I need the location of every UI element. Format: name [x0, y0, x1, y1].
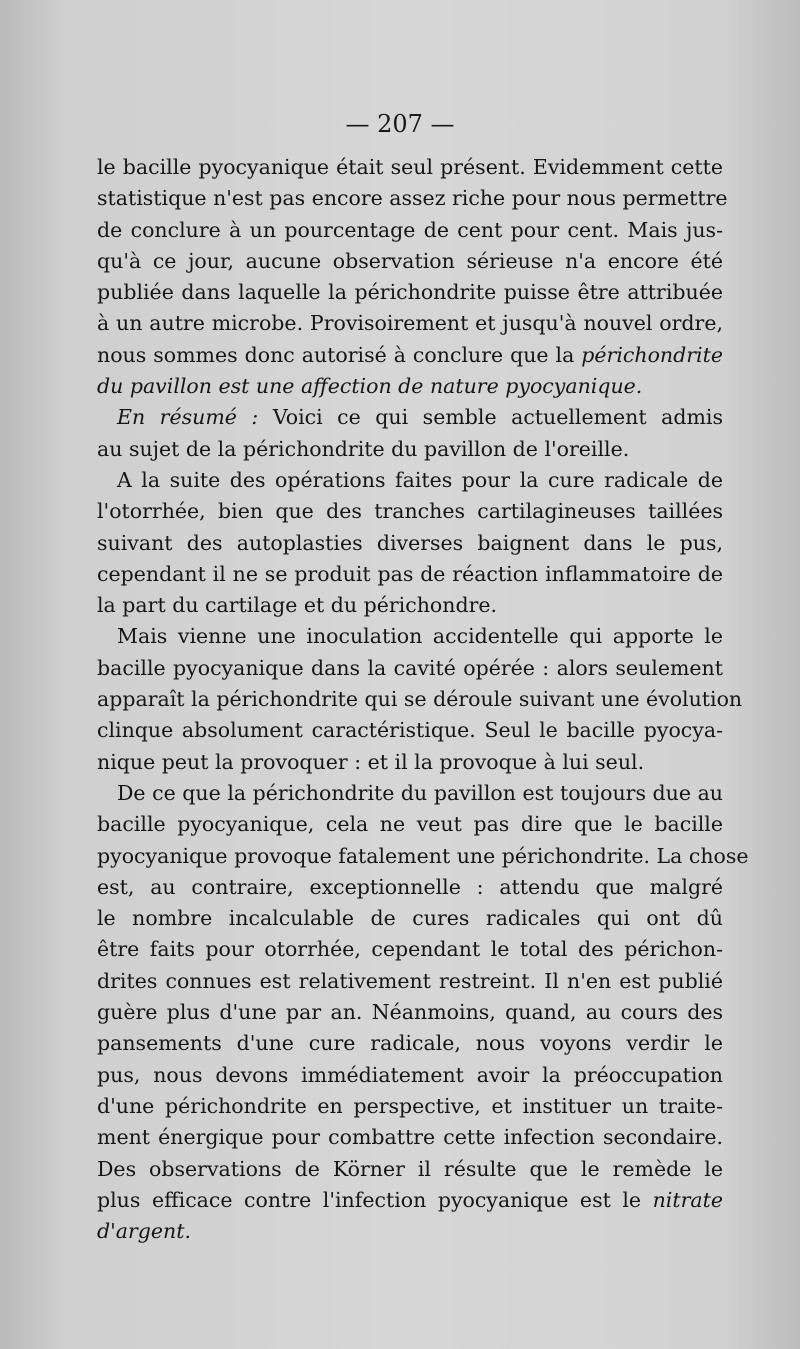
text-segment: nous sommes donc autorisé à conclure que la: [97, 342, 582, 367]
text-line: être faits pour otorrhée, cependant le total des périchon-: [97, 937, 723, 962]
text-line: De ce que la périchondrite du pavillon est toujours due au: [117, 780, 723, 805]
text-line: Des observations de Körner il résulte que le remède le: [97, 1156, 723, 1181]
text-line: le bacille pyocyanique était seul présent. Evidemment cette: [97, 155, 723, 179]
text-line: [97, 371, 723, 402]
text-line: le nombre incalculable de cures radicales qui ont dû: [97, 906, 723, 931]
text-line: suivant des autoplasties diverses baignent dans le pus,: [97, 530, 723, 555]
text-line: d'une périchondrite en perspective, et instituer un traite-: [97, 1093, 723, 1118]
text-line: statistique n'est pas encore assez riche pour nous permettre: [97, 186, 728, 211]
text-line: à un autre microbe. Provisoirement et jusqu'à nouvel ordre,: [97, 311, 723, 336]
text-line: bacille pyocyanique dans la cavité opérée : alors seulement: [97, 655, 723, 680]
text-line: est, au contraire, exceptionnelle : attendu que malgré: [97, 874, 723, 899]
text-line: [97, 402, 723, 433]
text-line: apparaît la périchondrite qui se déroule suivant une évolution: [97, 687, 743, 712]
italic-text: nitrate: [652, 1187, 723, 1212]
page-number: — 207 —: [345, 110, 455, 138]
text-line: clinque absolument caractéristique. Seul le bacille pyocya-: [97, 718, 723, 743]
italic-text: En résumé :: [117, 405, 259, 430]
text-line: cependant il ne se produit pas de réaction inflammatoire de: [97, 561, 723, 586]
text-line: qu'à ce jour, aucune observation sérieuse n'a encore été: [97, 248, 723, 273]
italic-text: du pavillon est une affection de nature pyocyanique.: [97, 374, 643, 399]
text-line: bacille pyocyanique, cela ne veut pas dire que le bacille: [97, 812, 723, 837]
text-line: drites connues est relativement restreint. Il n'en est publié: [97, 968, 723, 993]
text-line: Mais vienne une inoculation accidentelle qui apporte le: [117, 624, 723, 649]
body-text: [97, 152, 749, 1247]
text-line: nique peut la provoquer : et il la provoque à lui seul.: [97, 749, 645, 774]
text-line: de conclure à un pourcentage de cent pour cent. Mais jus-: [97, 217, 723, 242]
text-line: [97, 1216, 723, 1247]
italic-text: périchondrite: [581, 342, 723, 367]
text-line: l'otorrhée, bien que des tranches cartilagineuses taillées: [97, 499, 723, 524]
text-line: guère plus d'une par an. Néanmoins, quand, au cours des: [97, 1000, 723, 1025]
text-line: [97, 1185, 723, 1216]
text-line: ment énergique pour combattre cette infection secondaire.: [97, 1125, 723, 1150]
text-line: pansements d'une cure radicale, nous voyons verdir le: [97, 1031, 723, 1056]
italic-text: d'argent.: [97, 1219, 191, 1244]
text-line: pus, nous devons immédiatement avoir la préoccupation: [97, 1062, 723, 1087]
text-line: la part du cartilage et du périchondre.: [97, 593, 498, 618]
text-line: pyocyanique provoque fatalement une périchondrite. La chose: [97, 843, 749, 868]
text-line: au sujet de la périchondrite du pavillon de l'oreille.: [97, 436, 630, 461]
text-segment: plus efficace contre l'infection pyocyanique est le: [97, 1187, 653, 1212]
text-line: [97, 340, 723, 371]
text-segment: Voici ce qui semble actuellement admis: [258, 405, 723, 430]
text-line: A la suite des opérations faites pour la cure radicale de: [117, 467, 723, 492]
text-line: publiée dans laquelle la périchondrite puisse être attribuée: [97, 280, 723, 305]
